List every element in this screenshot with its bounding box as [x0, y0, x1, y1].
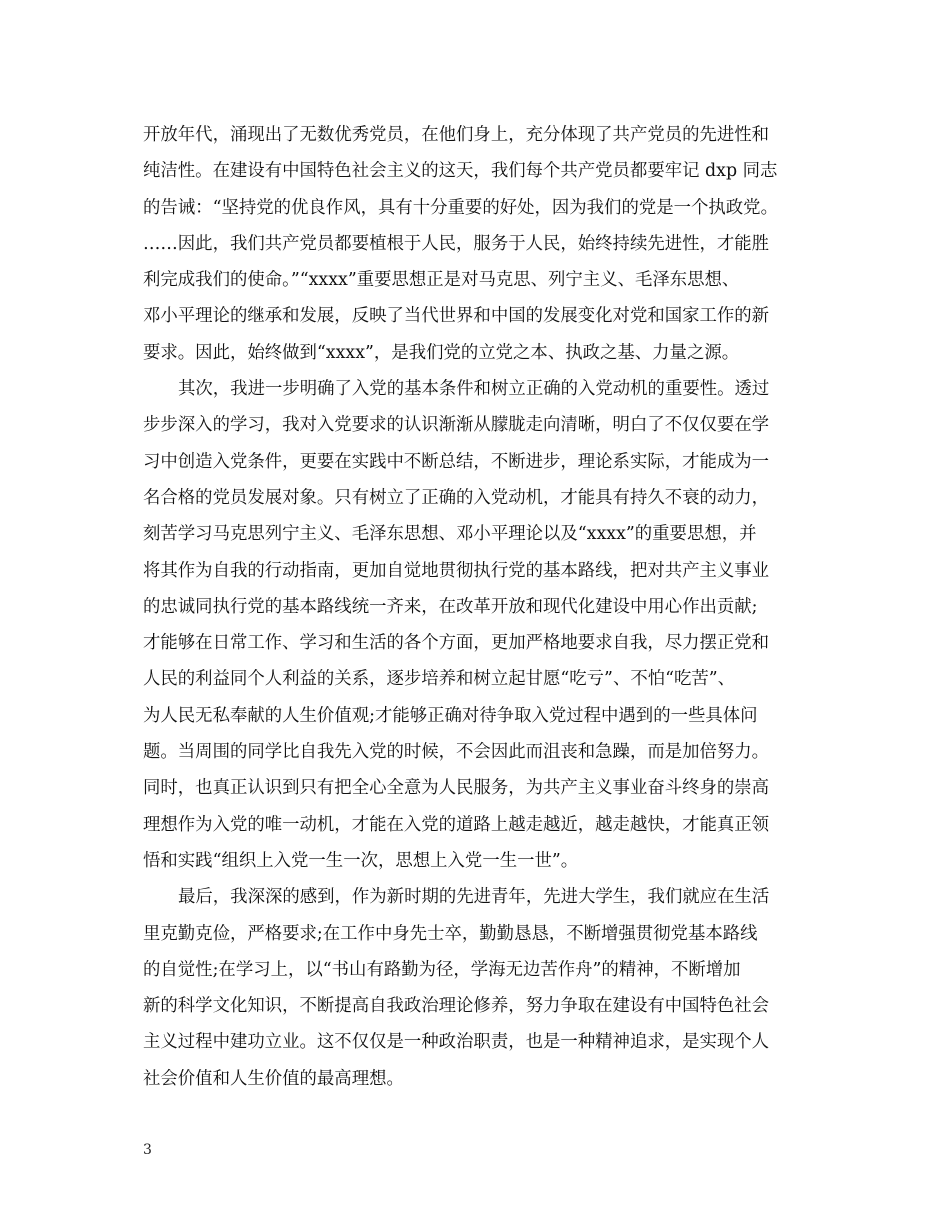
- text-line: 主义过程中建功立业。这不仅仅是一种政治职责，也是一种精神追求，是实现个人: [143, 1032, 770, 1053]
- text-line: 新的科学文化知识，不断提高自我政治理论修养，努力争取在建设有中国特色社会: [143, 996, 770, 1017]
- text-line: 的告诫：“坚持党的优良作风，具有十分重要的好处，因为我们的党是一个执政党。: [143, 197, 778, 218]
- text-line: 步步深入的学习，我对入党要求的认识渐渐从朦胧走向清晰，明白了不仅仅要在学: [143, 415, 770, 436]
- text-line: 将其作为自我的行动指南，更加自觉地贯彻执行党的基本路线，把对共产主义事业: [143, 560, 770, 581]
- text-line: 的自觉性;在学习上，以“书山有路勤为径，学海无边苦作舟”的精神，不断增加: [143, 959, 741, 980]
- text-line: 为人民无私奉献的人生价值观;才能够正确对待争取入党过程中遇到的一些具体问: [143, 705, 758, 726]
- text-line: 利完成我们的使命。”“xxxx”重要思想正是对马克思、列宁主义、毛泽东思想、: [143, 270, 740, 291]
- text-line: 里克勤克俭，严格要求;在工作中身先士卒，勤勤恳恳，不断增强贯彻党基本路线: [143, 923, 758, 944]
- text-line: 最后，我深深的感到，作为新时期的先进青年，先进大学生，我们就应在生活: [178, 887, 770, 908]
- text-line: 才能够在日常工作、学习和生活的各个方面，更加严格地要求自我，尽力摆正党和: [143, 633, 770, 654]
- text-line: 理想作为入党的唯一动机，才能在入党的道路上越走越近，越走越快，才能真正领: [143, 814, 770, 835]
- paragraph-2: [143, 371, 815, 879]
- text-line: 同时，也真正认识到只有把全心全意为人民服务，为共产主义事业奋斗终身的崇高: [143, 778, 770, 799]
- text-line: 的忠诚同执行党的基本路线统一齐来，在改革开放和现代化建设中用心作出贡献;: [143, 596, 758, 617]
- text-line: 名合格的党员发展对象。只有树立了正确的入党动机，才能具有持久不衰的动力，: [143, 487, 770, 508]
- text-line: ……因此，我们共产党员都要植根于人民，服务于人民，始终持续先进性，才能胜: [143, 233, 770, 254]
- text-line: 要求。因此，始终做到“xxxx”，是我们党的立党之本、执政之基、力量之源。: [143, 342, 740, 363]
- text-line: 人民的利益同个人利益的关系，逐步培养和树立起甘愿“吃亏”、不怕“吃苦”、: [143, 669, 736, 690]
- text-line: 刻苦学习马克思列宁主义、毛泽东思想、邓小平理论以及“xxxx”的重要思想，并: [143, 524, 757, 545]
- text-line: 开放年代，涌现出了无数优秀党员，在他们身上，充分体现了共产党员的先进性和: [143, 125, 770, 145]
- text-line: 邓小平理论的继承和发展，反映了当代世界和中国的发展变化对党和国家工作的新: [143, 306, 770, 327]
- text-line: 其次，我进一步明确了入党的基本条件和树立正确的入党动机的重要性。透过: [178, 379, 770, 400]
- body-text: [143, 117, 815, 1097]
- text-line: 习中创造入党条件，更要在实践中不断总结，不断进步，理论系实际，才能成为一: [143, 451, 770, 472]
- page-number: 3: [143, 1142, 152, 1158]
- paragraph-3: [143, 879, 815, 1097]
- text-line: 题。当周围的同学比自我先入党的时候，不会因此而沮丧和急躁，而是加倍努力。: [143, 742, 770, 763]
- text-line: 纯洁性。在建设有中国特色社会主义的这天，我们每个共产党员都要牢记 dxp 同志: [143, 161, 778, 182]
- text-line: 悟和实践“组织上入党一生一次，思想上入党一生一世”。: [143, 850, 579, 871]
- paragraph-1: [143, 117, 815, 371]
- text-line: 社会价值和人生价值的最高理想。: [143, 1068, 404, 1089]
